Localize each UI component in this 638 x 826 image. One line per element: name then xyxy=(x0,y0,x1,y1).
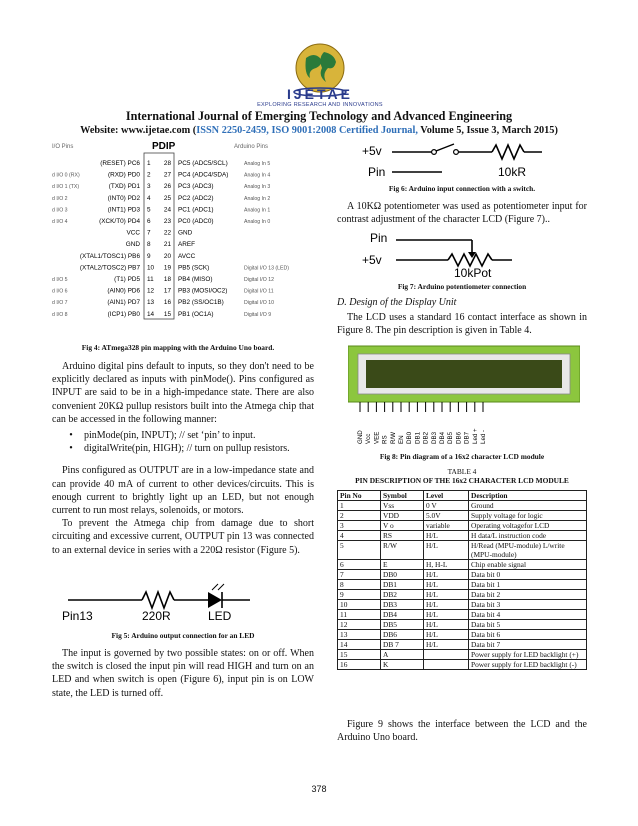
chip-pin-name: (ICP1) PB0 xyxy=(107,310,140,318)
arduino-pin-label: d I/O 3 xyxy=(52,207,68,214)
chip-pin-name: GND xyxy=(125,241,140,249)
paragraph-inputs: Arduino digital pins default to inputs, so they don't need to be explicitly declared as inputs with pinMode(). Pins configured as INPUT are said to be in a high-impedance state. There are also convenient 20KΩ pullup resistors built into the Atmega chip that can be accessed in the following manner: xyxy=(52,361,314,425)
arduino-pin-label: d I/O 5 xyxy=(52,277,68,283)
chip-pin-name: PC5 (ADC5/SCL) xyxy=(178,160,228,167)
chip-pin-number: 28 xyxy=(163,160,171,167)
switch-lever-icon xyxy=(436,144,454,151)
chip-pin-number: 20 xyxy=(163,252,171,260)
table-cell: 14 xyxy=(338,640,381,650)
chip-pin-name: (INT1) PD3 xyxy=(107,206,140,214)
table-cell: Data bit 1 xyxy=(469,580,587,590)
lcd-module-diagram xyxy=(348,344,580,448)
lcd-pin-label: Led + xyxy=(471,428,479,444)
chip-pin-number: 7 xyxy=(147,229,151,237)
table-cell: DB3 xyxy=(381,600,424,610)
table-cell: VDD xyxy=(381,511,424,521)
table-cell: Power supply for LED backlight (-) xyxy=(469,660,587,670)
table-cell: H/L xyxy=(424,620,469,630)
table-cell: 5.0V xyxy=(424,511,469,521)
table-cell: DB5 xyxy=(381,620,424,630)
chip-pin-name: PC1 (ADC1) xyxy=(178,206,214,214)
table-header-row xyxy=(338,491,587,501)
left-column xyxy=(52,360,314,557)
paragraph-potentiometer: A 10KΩ potentiometer was used as potentiometer input for contrast adjustment of the character LCD (Figure 7).. xyxy=(337,201,587,226)
table-cell: 7 xyxy=(338,570,381,580)
potentiometer-icon xyxy=(448,254,492,266)
table-cell xyxy=(424,650,469,660)
lcd-pin-label: DB0 xyxy=(406,431,414,444)
journal-website-line xyxy=(0,125,638,136)
table-row xyxy=(338,630,587,640)
table-cell: Vss xyxy=(381,501,424,511)
fig5-resistor-label: 220R xyxy=(142,609,171,623)
arduino-pin-label: d I/O 2 xyxy=(52,195,68,202)
switch-circuit-diagram xyxy=(362,142,546,180)
table-cell: DB 7 xyxy=(381,640,424,650)
table-cell: Data bit 7 xyxy=(469,640,587,650)
table-cell: RS xyxy=(381,531,424,541)
right-column-bottom xyxy=(337,718,587,744)
chip-pin-name: (XTAL1/TOSC1) PB6 xyxy=(79,252,140,260)
arduino-pin-label: d I/O 1 (TX) xyxy=(52,184,80,191)
website-prefix: Website: www.ijetae.com ( xyxy=(80,125,197,136)
arduino-pin-label: Digital I/O 11 xyxy=(244,288,274,295)
journal-title: International Journal of Emerging Technology and Advanced Engineering xyxy=(125,109,513,123)
resistor-icon xyxy=(492,145,524,159)
lcd-pin-label: RS xyxy=(381,435,389,444)
arduino-pin-label: d I/O 0 (RX) xyxy=(52,172,80,179)
chip-pin-number: 24 xyxy=(163,206,171,214)
chip-pin-name: PC0 (ADC0) xyxy=(178,218,214,225)
bullet-text: digitalWrite(pin, HIGH); // turn on pullup resistors. xyxy=(84,443,290,455)
chip-pin-name: (TXD) PD1 xyxy=(108,183,140,191)
paragraph-outputs: Pins configured as OUTPUT are in a low-impedance state and can provide 40 mA of current to other devices/circuits. This is enough current to brightly light up an LED, but not enough current to run most relays, solenoids, or motors. xyxy=(52,465,314,517)
pin-rows xyxy=(52,160,289,318)
table-cell xyxy=(424,660,469,670)
table-cell: DB0 xyxy=(381,570,424,580)
arduino-pin-label: Digital I/O 12 xyxy=(244,277,274,283)
chip-pin-name: (AIN1) PD7 xyxy=(107,299,140,307)
table-row xyxy=(338,590,587,600)
table-cell: DB1 xyxy=(381,580,424,590)
chip-pin-number: 1 xyxy=(147,160,151,167)
table-cell: A xyxy=(381,650,424,660)
atmega328-pin-map xyxy=(52,138,314,320)
chip-pin-number: 26 xyxy=(163,183,171,191)
table-cell: H, H-L xyxy=(424,560,469,570)
paragraph-figure9: Figure 9 shows the interface between the LCD and the Arduino Uno board. xyxy=(337,719,587,744)
table-cell: Operating voltagefor LCD xyxy=(469,521,587,531)
table-row xyxy=(338,600,587,610)
table-cell: H/L xyxy=(424,531,469,541)
potentiometer-circuit-diagram xyxy=(362,230,546,278)
arduino-pin-label: Analog In 4 xyxy=(244,172,271,179)
fig6-caption: Fig 6: Arduino input connection with a switch. xyxy=(388,184,536,193)
table-header-cell: Symbol xyxy=(381,491,424,501)
table-cell: 5 xyxy=(338,541,381,560)
arduino-pin-label: Analog In 0 xyxy=(244,219,271,225)
lcd-pin-label: R/W xyxy=(389,431,397,444)
arduino-pin-label: d I/O 4 xyxy=(52,219,68,225)
chip-pin-name: (RESET) PC6 xyxy=(100,160,140,167)
table-cell: 2 xyxy=(338,511,381,521)
table-cell: 16 xyxy=(338,660,381,670)
fig5-caption: Fig 5: Arduino output connection for an LED xyxy=(111,631,255,640)
table-cell: 8 xyxy=(338,580,381,590)
led-icon xyxy=(208,592,222,608)
chip-pin-name: (RXD) PD0 xyxy=(108,171,140,179)
lcd-pin-label: DB3 xyxy=(430,431,438,444)
table4-subtitle: PIN DESCRIPTION OF THE 16x2 CHARACTER LCD MODULE xyxy=(355,476,569,485)
fig6-pin-label: Pin xyxy=(368,165,386,179)
arduino-pin-label: Analog In 3 xyxy=(244,184,271,191)
chip-pin-number: 25 xyxy=(163,194,171,202)
table-cell: H/L xyxy=(424,570,469,580)
table-cell: H/L xyxy=(424,580,469,590)
table-row xyxy=(338,501,587,511)
table-header-cell: Level xyxy=(424,491,469,501)
table-cell: variable xyxy=(424,521,469,531)
table-cell: Data bit 3 xyxy=(469,600,587,610)
fig5-pin-label: Pin13 xyxy=(62,609,93,623)
table-cell: H/Read (MPU-module) L/write (MPU-module) xyxy=(469,541,587,560)
chip-pin-number: 16 xyxy=(163,299,171,307)
table-cell: 9 xyxy=(338,590,381,600)
chip-pin-number: 23 xyxy=(163,218,171,225)
chip-pin-name: (XTAL2/TOSC2) PB7 xyxy=(79,264,140,272)
table-cell: Data bit 0 xyxy=(469,570,587,580)
lcd-pin-label: Vcc xyxy=(365,433,373,444)
table-cell: 13 xyxy=(338,630,381,640)
resistor-icon xyxy=(142,592,174,608)
table-cell: H/L xyxy=(424,600,469,610)
chip-pin-name: PB1 (OC1A) xyxy=(178,310,214,318)
table-cell: Data bit 6 xyxy=(469,630,587,640)
pinmap-header-left: I/O Pins xyxy=(52,144,74,150)
table-cell: 6 xyxy=(338,560,381,570)
bullet-item xyxy=(52,429,314,442)
pinmap-header-right: Arduino Pins xyxy=(234,144,269,150)
bullet-item xyxy=(52,442,314,455)
chip-pin-name: GND xyxy=(178,229,193,237)
fig7-voltage-label: +5v xyxy=(362,253,382,267)
table-row xyxy=(338,610,587,620)
table-cell: H/L xyxy=(424,590,469,600)
logo-text xyxy=(240,86,400,108)
arduino-pin-label: d I/O 6 xyxy=(52,288,68,295)
arduino-pin-label: d I/O 8 xyxy=(52,311,68,318)
table-cell: Ground xyxy=(469,501,587,511)
table-row xyxy=(338,660,587,670)
paragraph-lcd-interface: The LCD uses a standard 16 contact interface as shown in Figure 8. The pin description is given in Table 4. xyxy=(337,312,587,337)
chip-pin-number: 5 xyxy=(147,206,151,214)
chip-pin-number: 9 xyxy=(147,252,151,260)
table-row xyxy=(338,541,587,560)
table-row xyxy=(338,580,587,590)
chip-pin-name: AVCC xyxy=(178,252,196,260)
chip-pin-name: PC2 (ADC2) xyxy=(178,194,214,202)
table-row xyxy=(338,570,587,580)
fig8-caption: Fig 8: Pin diagram of a 16x2 character LCD module xyxy=(379,452,545,461)
table-cell: 4 xyxy=(338,531,381,541)
chip-pin-number: 13 xyxy=(147,299,155,307)
chip-pin-name: PC4 (ADC4/SDA) xyxy=(178,171,229,179)
fig7-pin-label: Pin xyxy=(370,231,388,245)
fig7-res-label: 10kPot xyxy=(454,266,492,278)
fig6-voltage-label: +5v xyxy=(362,144,382,158)
chip-pin-name: (T1) PD5 xyxy=(114,276,140,283)
chip-pin-name: PB3 (MOSI/OC2) xyxy=(178,287,228,295)
lcd-pin-label: DB5 xyxy=(447,431,455,444)
arduino-pin-label: Digital I/O 9 xyxy=(244,311,272,318)
table-cell: DB4 xyxy=(381,610,424,620)
pinmap-header-center: PDIP xyxy=(152,141,176,152)
table-row xyxy=(338,511,587,521)
right-column-mid xyxy=(337,296,587,338)
table-cell: 11 xyxy=(338,610,381,620)
bullet-icon: • xyxy=(69,430,73,442)
lcd-pin-label: DB4 xyxy=(439,431,446,444)
arduino-pin-label: Analog In 1 xyxy=(244,207,271,214)
table-cell: 15 xyxy=(338,650,381,660)
chip-pin-name: (XCK/T0) PD4 xyxy=(99,218,140,225)
table-cell: V o xyxy=(381,521,424,531)
chip-pin-number: 14 xyxy=(147,310,155,318)
chip-pin-number: 15 xyxy=(163,310,171,318)
chip-pin-number: 4 xyxy=(147,194,151,202)
table-cell: DB2 xyxy=(381,590,424,600)
table-cell: H/L xyxy=(424,610,469,620)
arduino-pin-label: Digital I/O 10 xyxy=(244,300,274,307)
fig6-resistor-label: 10kR xyxy=(498,165,527,179)
table-cell: Data bit 2 xyxy=(469,590,587,600)
chip-pin-number: 27 xyxy=(163,171,171,179)
table-header-cell: Pin No xyxy=(338,491,381,501)
chip-pin-name: AREF xyxy=(178,241,196,249)
table-header-cell: Description xyxy=(469,491,587,501)
lcd-pin-label: VEE xyxy=(373,431,381,444)
chip-pin-number: 18 xyxy=(163,276,171,283)
chip-pin-number: 17 xyxy=(163,287,171,295)
left-column-bottom xyxy=(52,647,314,700)
table-cell: H/L xyxy=(424,541,469,560)
led-circuit-diagram xyxy=(60,582,290,624)
arduino-pin-label: Digital I/O 13 (LED) xyxy=(244,265,289,272)
chip-pin-name: PB2 (SS/OC1B) xyxy=(178,299,224,307)
chip-pin-number: 19 xyxy=(163,264,171,272)
table-cell: 3 xyxy=(338,521,381,531)
table-cell: H data/L instruction code xyxy=(469,531,587,541)
paragraph-protection: To prevent the Atmega chip from damage due to short circuiting and excessive current, OUTPUT pin 13 was connected to an external device in series with a 220Ω resistor (Figure 5). xyxy=(52,518,314,556)
bullet-icon: • xyxy=(69,443,73,455)
lcd-pin-label: DB6 xyxy=(455,431,463,444)
table-row xyxy=(338,620,587,630)
lcd-pin-label: EN xyxy=(398,435,405,444)
table-cell: K xyxy=(381,660,424,670)
lcd-pin-label: GND xyxy=(357,430,364,444)
arduino-pin-label: d I/O 7 xyxy=(52,300,68,307)
table-row xyxy=(338,531,587,541)
table-row xyxy=(338,650,587,660)
chip-pin-number: 6 xyxy=(147,218,151,225)
fig4-caption: Fig 4: ATmega328 pin mapping with the Arduino Uno board. xyxy=(81,343,275,352)
table-cell: 0 V xyxy=(424,501,469,511)
logo-tagline: EXPLORING RESEARCH AND INNOVATIONS xyxy=(257,102,383,108)
chip-pin-number: 10 xyxy=(147,264,155,272)
table-cell: Supply voltage for logic xyxy=(469,511,587,521)
chip-pin-name: PC3 (ADC3) xyxy=(178,183,214,191)
chip-pin-name: (AIN0) PD6 xyxy=(107,287,140,295)
pin-description-table xyxy=(337,490,587,670)
table-cell: E xyxy=(381,560,424,570)
chip-pin-number: 21 xyxy=(163,241,171,249)
logo-name: IJETAE xyxy=(287,86,353,102)
chip-pin-name: VCC xyxy=(126,229,140,237)
arduino-pin-label: Analog In 2 xyxy=(244,195,271,202)
table-row xyxy=(338,521,587,531)
table-body xyxy=(338,501,587,670)
table-cell: H/L xyxy=(424,630,469,640)
table-row xyxy=(338,640,587,650)
lcd-pin-label: DB7 xyxy=(463,431,471,444)
arduino-pin-label: Analog In 5 xyxy=(244,161,271,167)
table-cell: Data bit 4 xyxy=(469,610,587,620)
chip-pin-number: 11 xyxy=(147,276,154,283)
website-issn: ISSN 2250-2459, ISO 9001:2008 Certified Journal, xyxy=(196,125,418,136)
chip-pin-name: PB5 (SCK) xyxy=(178,264,210,272)
switch-contact-icon xyxy=(432,150,437,155)
lcd-pin-label: Led - xyxy=(480,429,487,444)
lcd-pin-label: DB1 xyxy=(414,431,422,444)
chip-pin-number: 3 xyxy=(147,183,151,191)
chip-pin-number: 22 xyxy=(163,229,171,237)
paragraph-input-states: The input is governed by two possible states: on or off. When the switch is closed the input pin will read HIGH and turn on an LED and when switch is open (Figure 6), input pin is on LOW state, the LED is turned off. xyxy=(52,648,314,699)
chip-pin-name: PB4 (MISO) xyxy=(178,276,213,283)
table-cell: 1 xyxy=(338,501,381,511)
chip-pin-number: 12 xyxy=(147,287,155,295)
table-cell: H/L xyxy=(424,640,469,650)
table-row xyxy=(338,560,587,570)
table-cell: DB6 xyxy=(381,630,424,640)
bullet-text: pinMode(pin, INPUT); // set ‘pin’ to input. xyxy=(84,430,256,442)
table-cell: Power supply for LED backlight (+) xyxy=(469,650,587,660)
right-column-top xyxy=(337,200,587,226)
lcd-pins xyxy=(357,402,487,444)
fig7-caption: Fig 7: Arduino potentiometer connection xyxy=(397,282,527,291)
section-heading: D. Design of the Display Unit xyxy=(337,297,457,308)
table-cell: R/W xyxy=(381,541,424,560)
website-suffix: Volume 5, Issue 3, March 2015) xyxy=(417,125,558,136)
page-number: 378 xyxy=(311,784,327,794)
chip-pin-number: 8 xyxy=(147,241,151,249)
table-cell: 10 xyxy=(338,600,381,610)
table-cell: 12 xyxy=(338,620,381,630)
table-cell: Chip enable signal xyxy=(469,560,587,570)
chip-pin-name: (INT0) PD2 xyxy=(107,194,140,202)
lcd-pin-label: DB2 xyxy=(422,431,430,444)
table-cell: Data bit 5 xyxy=(469,620,587,630)
lcd-screen xyxy=(366,360,562,388)
chip-pin-number: 2 xyxy=(147,171,151,179)
table4-title: TABLE 4 xyxy=(447,467,477,476)
fig5-led-label: LED xyxy=(208,609,232,623)
